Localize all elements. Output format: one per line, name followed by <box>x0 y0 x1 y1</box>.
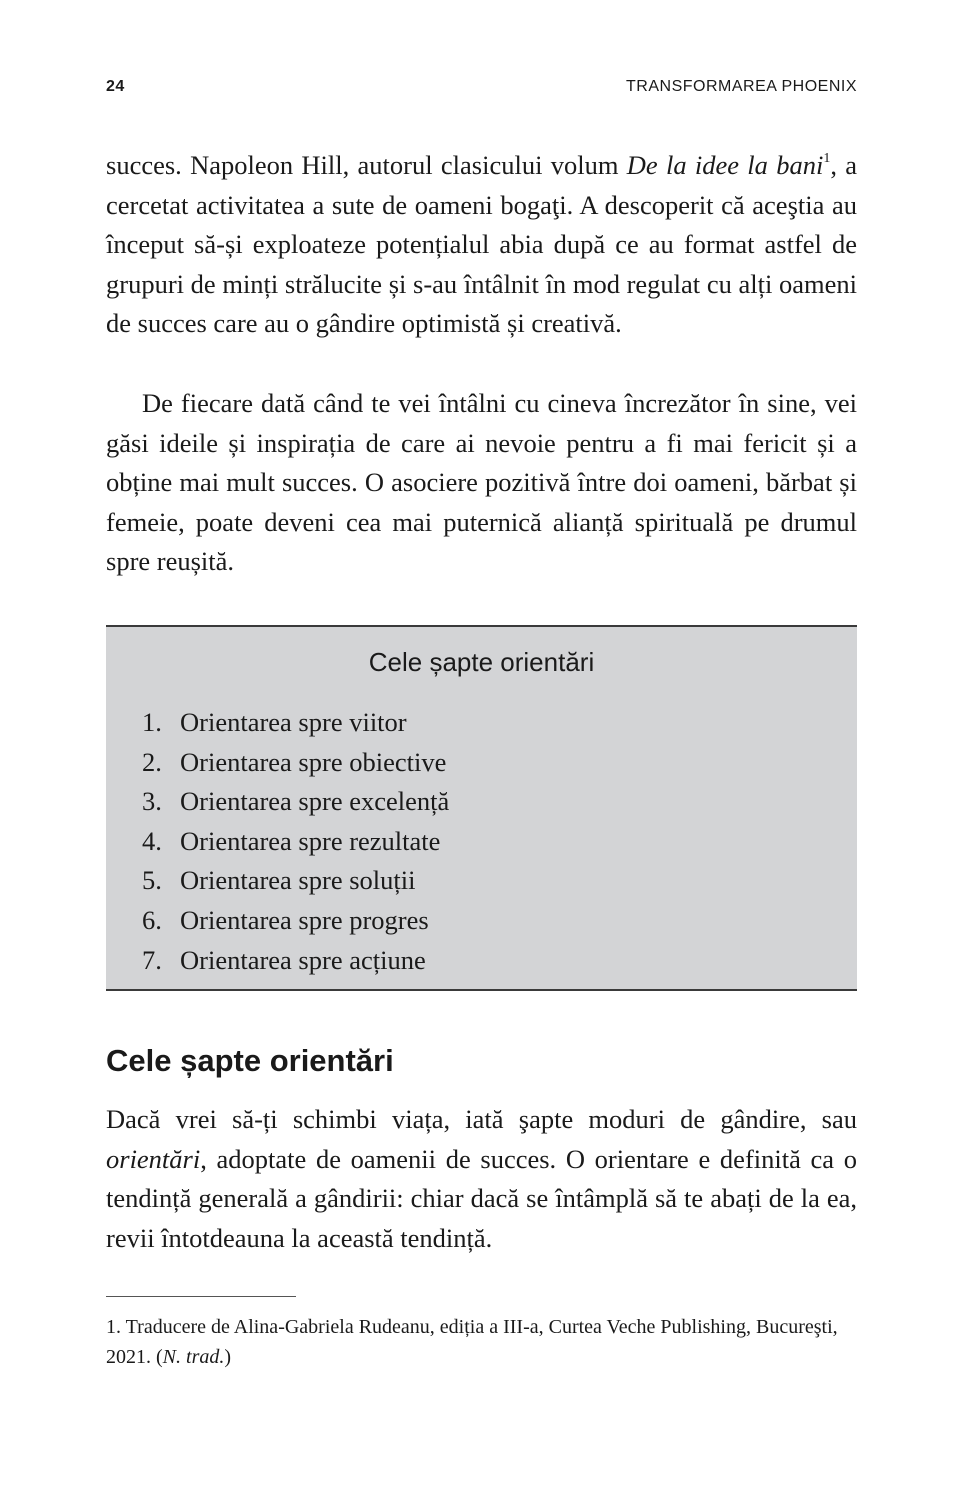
footnote-text-start: 1. Traducere de Alina-Gabriela Rudeanu, ediția a III-a, Curtea Veche Publishing, Bucureşti, 2021. ( <box>106 1316 838 1368</box>
list-item <box>142 901 449 941</box>
list-item-number: 5. <box>142 865 162 896</box>
list-item <box>142 782 449 822</box>
list-item <box>142 861 449 901</box>
list-item-text: Orientarea spre obiective <box>180 746 447 777</box>
list-item <box>142 822 449 862</box>
list-item <box>142 941 449 981</box>
list-item-number: 4. <box>142 825 162 856</box>
body-paragraph-1 <box>106 146 857 344</box>
list-item <box>142 743 449 783</box>
orientari-term: orientări <box>106 1143 201 1174</box>
footnote-divider <box>106 1296 296 1297</box>
book-title: De la idee la bani <box>626 150 824 180</box>
footnote <box>106 1312 857 1372</box>
footnote-note-label: N. trad. <box>162 1346 225 1368</box>
paragraph-1-text-start: succes. Napoleon Hill, autorul clasicului volum <box>106 150 627 180</box>
list-item-text: Orientarea spre excelență <box>180 786 450 817</box>
section-heading: Cele șapte orientări <box>106 1043 394 1078</box>
box-title: Cele șapte orientări <box>368 647 595 677</box>
list-item-text: Orientarea spre soluții <box>180 865 416 896</box>
body-paragraph-3 <box>106 1100 857 1258</box>
paragraph-3-text-end: , adoptate de oamenii de succes. O orientare e definită ca o tendință generală a gândirii: chiar dacă se întâmplă să te abați de la ea, revii întotdeauna la această tendință. <box>106 1143 857 1253</box>
list-item-text: Orientarea spre acțiune <box>180 944 426 975</box>
footnote-reference[interactable]: 1 <box>823 151 831 167</box>
orientations-list <box>142 703 449 980</box>
list-item-number: 3. <box>142 786 162 817</box>
orientations-box <box>106 625 857 991</box>
list-item-number: 6. <box>142 904 162 935</box>
list-item-text: Orientarea spre rezultate <box>180 825 441 856</box>
paragraph-1-text-end: , a cercetat activitatea a sute de oameni bogaţi. A descoperit că aceştia au început să-și exploateze potențialul abia după ce au format astfel de grupuri de minți strălucite și s-au întâlnit în mod regulat cu alți oameni de succes care au o gândire optimistă și creativă. <box>106 150 858 339</box>
list-item-text: Orientarea spre progres <box>180 904 429 935</box>
page-number: 24 <box>106 78 125 95</box>
body-paragraph-2: De fiecare dată când te vei întâlni cu cineva încrezător în sine, vei găsi ideile și inspirația de care ai nevoie pentru a fi mai fericit și a obține mai mult succes. O asociere pozitivă între doi oameni, bărbat și femeie, poate deveni cea mai puternică alianță spirituală pe drumul spre reușită. <box>106 388 857 577</box>
list-item <box>142 703 449 743</box>
paragraph-3-text-start: Dacă vrei să-ți schimbi viața, iată şapte moduri de gândire, sau <box>106 1104 857 1134</box>
list-item-number: 1. <box>142 707 162 737</box>
list-item-number: 7. <box>142 944 162 975</box>
footnote-text-end: ) <box>224 1346 232 1368</box>
list-item-number: 2. <box>142 746 162 777</box>
running-title: TRANSFORMAREA PHOENIX <box>626 78 857 95</box>
page-header <box>106 78 857 104</box>
list-item-text: Orientarea spre viitor <box>180 707 407 737</box>
